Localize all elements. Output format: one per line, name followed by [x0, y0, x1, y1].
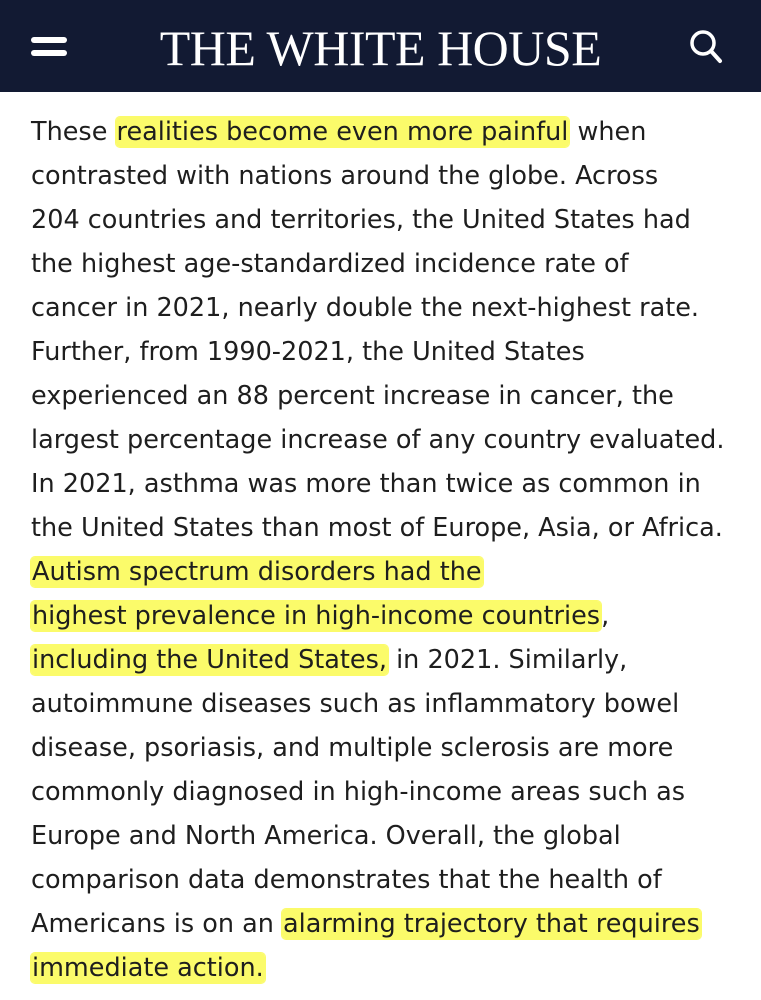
search-button[interactable]	[686, 27, 732, 67]
highlighted-text: immediate action.	[32, 953, 264, 983]
paragraph-line	[31, 906, 701, 942]
article-body	[0, 92, 761, 1000]
text-segment: These	[31, 117, 116, 147]
top-navigation-bar	[0, 0, 761, 92]
paragraph-line: experienced an 88 percent increase in cancer, the	[31, 381, 674, 411]
highlighted-text: Autism spectrum disorders had the	[32, 557, 482, 587]
paragraph-line: 204 countries and territories, the United States had	[31, 205, 691, 235]
highlighted-text: including the United States,	[32, 645, 387, 675]
paragraph-line: In 2021, asthma was more than twice as common in	[31, 469, 701, 499]
text-segment: Americans is on an	[31, 909, 282, 939]
site-title[interactable]: THE WHITE HOUSE	[159, 20, 602, 76]
highlighted-text: alarming trajectory that requires	[282, 909, 700, 939]
highlighted-text: realities become even more painful	[116, 117, 569, 147]
paragraph-line	[31, 598, 609, 634]
paragraph-line: comparison data demonstrates that the health of	[31, 865, 662, 895]
paragraph-line: disease, psoriasis, and multiple sclerosis are more	[31, 733, 674, 763]
text-segment: ,	[601, 601, 610, 631]
paragraph-line	[31, 554, 483, 590]
paragraph-line	[31, 642, 627, 678]
paragraph-line	[31, 114, 646, 150]
paragraph-line	[31, 950, 265, 986]
paragraph-line: commonly diagnosed in high-income areas such as	[31, 777, 686, 807]
text-segment: when	[569, 117, 647, 147]
text-segment: in 2021. Similarly,	[387, 645, 628, 675]
paragraph-line: Further, from 1990-2021, the United States	[31, 337, 585, 367]
paragraph-line: largest percentage increase of any country evaluated.	[31, 425, 725, 455]
paragraph-line: Europe and North America. Overall, the global	[31, 821, 621, 851]
paragraph-line: contrasted with nations around the globe. Across	[31, 161, 659, 191]
paragraph-line: autoimmune diseases such as inflammatory bowel	[31, 689, 680, 719]
highlighted-text: highest prevalence in high-income countries	[32, 601, 601, 631]
paragraph-line: cancer in 2021, nearly double the next-highest rate.	[31, 293, 700, 323]
paragraph-line: the United States than most of Europe, Asia, or Africa.	[31, 513, 723, 543]
search-icon	[686, 27, 732, 67]
paragraph-line: the highest age-standardized incidence rate of	[31, 249, 629, 279]
